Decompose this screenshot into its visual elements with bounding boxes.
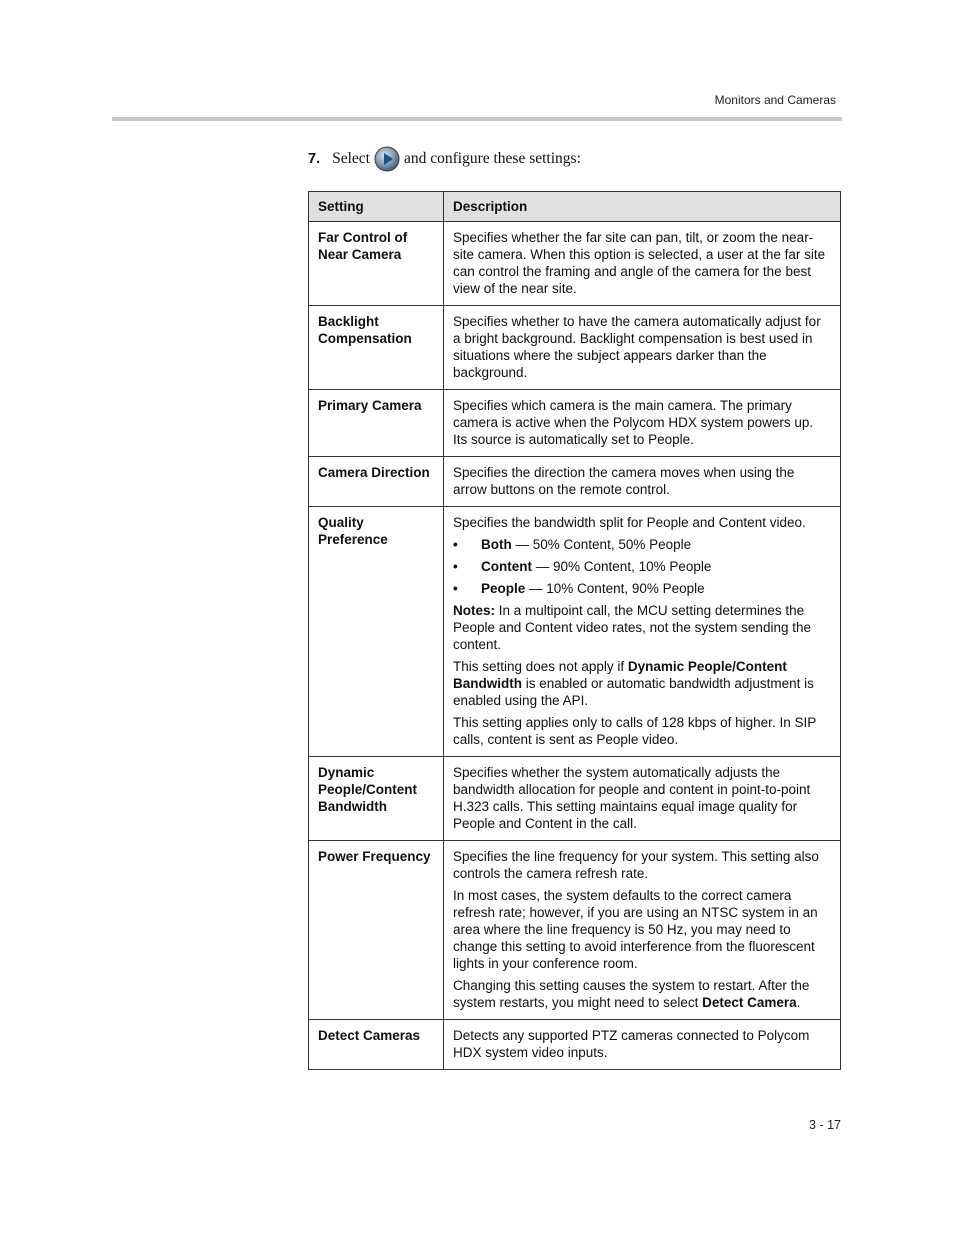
description-text: Specifies which camera is the main camera. The primary camera is active when the Polycom HDX system powers up. Its source is automatically set to People. <box>453 398 814 447</box>
option-term: Both <box>481 537 512 552</box>
setting-name: Camera Direction <box>309 457 444 507</box>
description-text: Specifies whether the far site can pan, tilt, or zoom the near-site camera. When this option is selected, a user at the far site can control the framing and angle of the camera for the best view of the near site. <box>453 230 826 296</box>
page-number: 3 - 17 <box>809 1118 841 1132</box>
setting-description <box>444 507 841 757</box>
option-separator: — <box>532 559 554 574</box>
description-text: Detects any supported PTZ cameras connected to Polycom HDX system video inputs. <box>453 1028 810 1060</box>
setting-description <box>444 841 841 1020</box>
description-text: This setting applies only to calls of 128 kbps of higher. In SIP calls, content is sent as People video. <box>453 715 816 747</box>
description-text <box>453 658 831 709</box>
setting-name: Backlight Compensation <box>309 306 444 390</box>
setting-description <box>444 222 841 306</box>
text-run: This setting does not apply if <box>453 659 628 674</box>
description-text: In most cases, the system defaults to the correct camera refresh rate; however, if you are using an NTSC system in an area where the line frequency is 50 Hz, you may need to change this setting to avoid interference from the fluorescent lights in your conference room. <box>453 888 818 971</box>
description-text <box>453 977 831 1011</box>
step-text-before: Select <box>332 150 370 167</box>
table-header-row <box>309 192 841 222</box>
text-run: . <box>796 995 801 1010</box>
table-row <box>309 757 841 841</box>
setting-name: Power Frequency <box>309 841 444 1020</box>
column-header-description: Description <box>444 192 841 222</box>
setting-name: Primary Camera <box>309 390 444 457</box>
setting-reference: Dynamic People/Content Bandwidth <box>453 659 787 691</box>
setting-name: Far Control of Near Camera <box>309 222 444 306</box>
step-instruction <box>308 146 581 172</box>
list-item <box>453 558 831 575</box>
list-item <box>453 580 831 597</box>
table-row <box>309 457 841 507</box>
option-separator: — <box>511 537 533 552</box>
description-text: Specifies whether to have the camera automatically adjust for a bright background. Backlight compensation is best used in situations where the subject appears darker than the background. <box>453 314 821 380</box>
setting-description <box>444 457 841 507</box>
option-list <box>453 536 831 597</box>
running-header: Monitors and Cameras <box>714 93 836 107</box>
header-rule <box>112 117 842 121</box>
setting-name: Quality Preference <box>309 507 444 757</box>
option-term: People <box>481 581 526 596</box>
table-row <box>309 306 841 390</box>
settings-table <box>308 191 841 1070</box>
description-text: Specifies the bandwidth split for People and Content video. <box>453 515 806 530</box>
step-number: 7. <box>308 151 321 167</box>
step-text-after: and configure these settings: <box>403 150 581 167</box>
notes-text: In a multipoint call, the MCU setting determines the People and Content video rates, not the system sending the content. <box>453 603 811 652</box>
setting-name: Detect Cameras <box>309 1020 444 1070</box>
column-header-setting: Setting <box>309 192 444 222</box>
table-row <box>309 507 841 757</box>
table-row <box>309 1020 841 1070</box>
notes-label: Notes: <box>453 603 496 618</box>
description-text: Specifies whether the system automatically adjusts the bandwidth allocation for people and content in point-to-point H.323 calls. This setting maintains equal image quality for People and Content in the call. <box>453 765 811 831</box>
option-separator: — <box>525 581 547 596</box>
table-row <box>309 841 841 1020</box>
setting-description <box>444 1020 841 1070</box>
option-term: Content <box>481 559 532 574</box>
description-text: Specifies the direction the camera moves when using the arrow buttons on the remote control. <box>453 465 795 497</box>
setting-name: Dynamic People/Content Bandwidth <box>309 757 444 841</box>
table-row <box>309 222 841 306</box>
option-text: 50% Content, 50% People <box>532 537 692 552</box>
setting-description <box>444 306 841 390</box>
notes-paragraph <box>453 602 831 653</box>
description-text: Specifies the line frequency for your system. This setting also controls the camera refresh rate. <box>453 849 819 881</box>
setting-description <box>444 757 841 841</box>
play-icon[interactable] <box>374 146 400 172</box>
text-run: Changing this setting causes the system to restart. After the system restarts, you might need to select <box>453 978 810 1010</box>
list-item <box>453 536 831 553</box>
option-text: 10% Content, 90% People <box>546 581 705 596</box>
setting-reference: Detect Camera <box>702 995 797 1010</box>
table-row <box>309 390 841 457</box>
option-text: 90% Content, 10% People <box>553 559 712 574</box>
setting-description <box>444 390 841 457</box>
text-run: is enabled or automatic bandwidth adjustment is enabled using the API. <box>453 676 814 708</box>
